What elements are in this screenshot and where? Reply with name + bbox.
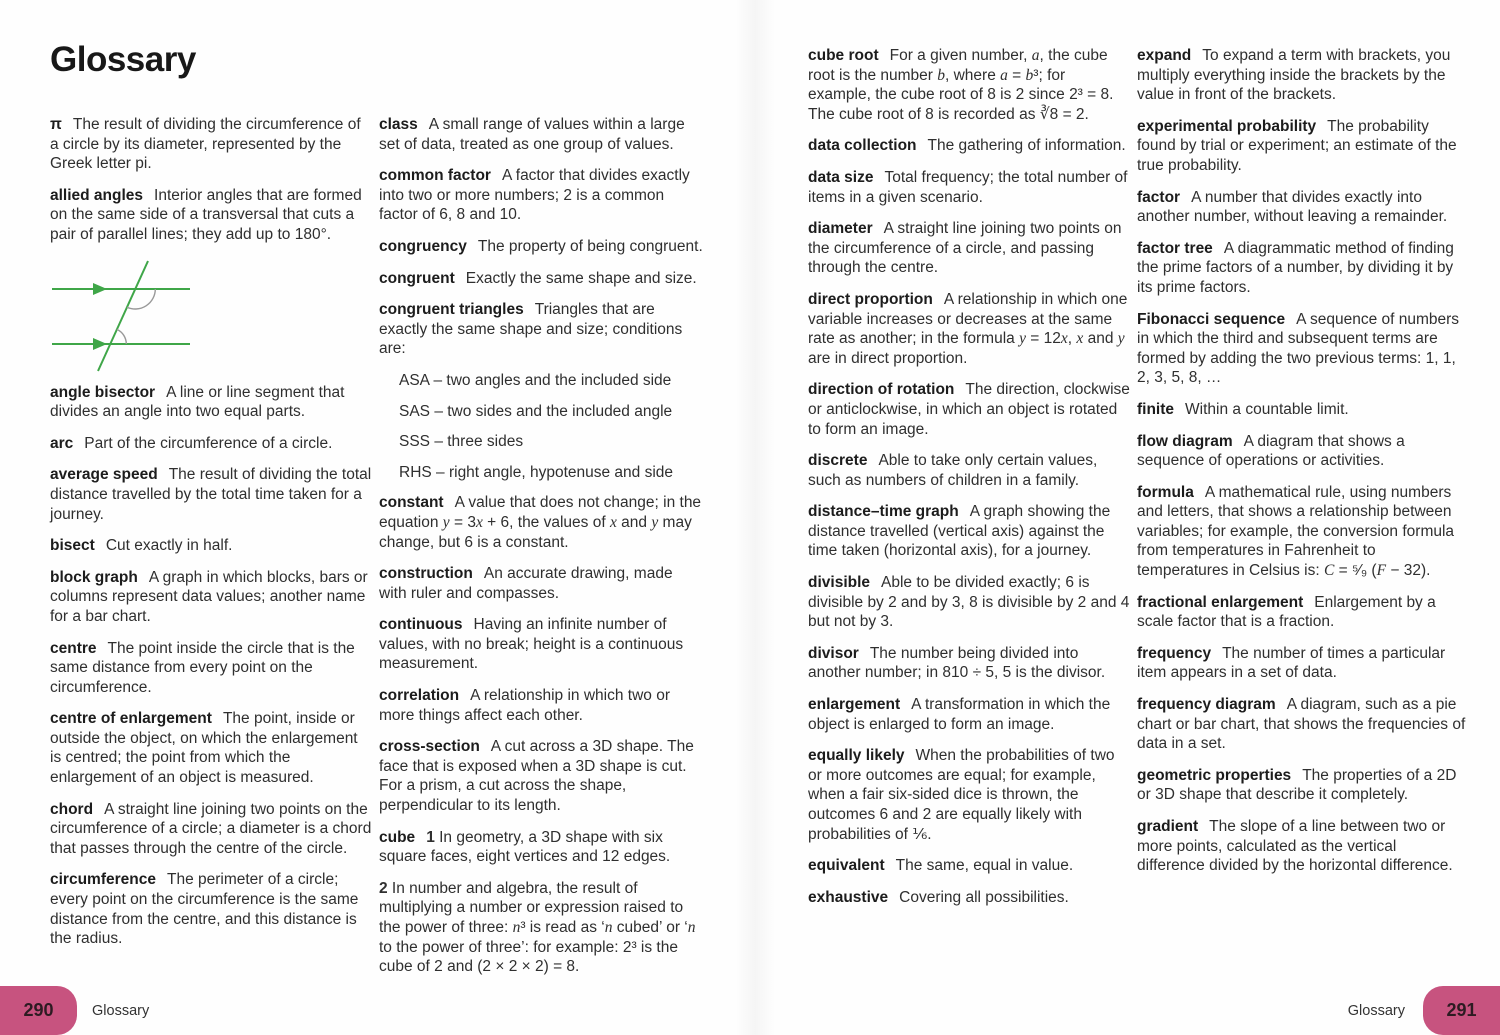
glossary-term: centre	[50, 639, 97, 657]
glossary-entry	[379, 737, 703, 815]
glossary-term: data size	[808, 168, 874, 186]
glossary-definition: Part of the circumference of a circle.	[84, 434, 333, 452]
glossary-term: congruent	[379, 269, 455, 287]
glossary-term: correlation	[379, 687, 460, 705]
glossary-entry	[808, 136, 1130, 156]
glossary-term: equally likely	[808, 747, 905, 765]
glossary-column-3	[808, 46, 1130, 919]
glossary-term: block graph	[50, 568, 138, 586]
glossary-term: continuous	[379, 616, 463, 634]
glossary-definition: A graph in which blocks, bars or columns represent data values; another name for a bar chart.	[50, 568, 368, 625]
glossary-definition: A number that divides exactly into another number, without leaving a remainder.	[1137, 188, 1448, 226]
glossary-definition: The point, inside or outside the object, on which the enlargement is centred; the point from which the enlargement of an object is measured.	[50, 710, 358, 787]
glossary-term: exhaustive	[808, 888, 889, 906]
glossary-column-1	[50, 115, 372, 961]
glossary-definition: A cut across a 3D shape. The face that is exposed when a 3D shape is cut. For a prism, a cut across the shape, perpendicular to its length.	[379, 738, 694, 815]
glossary-entry	[1137, 310, 1467, 388]
glossary-term: experimental probability	[1137, 117, 1317, 135]
glossary-term: direct proportion	[808, 290, 933, 308]
footer-section-label-right: Glossary	[1347, 1003, 1405, 1019]
glossary-term: formula	[1137, 483, 1194, 501]
glossary-entry	[50, 800, 372, 859]
page-number: 291	[1446, 1000, 1477, 1020]
glossary-definition: Covering all possibilities.	[899, 888, 1069, 906]
glossary-entry	[1137, 432, 1467, 471]
glossary-term: geometric properties	[1137, 766, 1292, 784]
glossary-definition: To expand a term with brackets, you multiply everything inside the brackets by the value in front of the brackets.	[1137, 47, 1451, 104]
glossary-entry	[379, 828, 703, 867]
glossary-term: Fibonacci sequence	[1137, 310, 1286, 328]
glossary-term: arc	[50, 434, 74, 452]
glossary-definition: The gathering of information.	[927, 137, 1126, 155]
glossary-definition: The property of being congruent.	[477, 237, 703, 255]
glossary-entry	[379, 115, 703, 154]
glossary-term: cube root	[808, 47, 879, 64]
glossary-entry	[1137, 400, 1467, 420]
glossary-definition: The result of dividing the circumference of a circle by its diameter, represented by the Greek letter pi.	[50, 116, 361, 173]
glossary-entry	[1137, 483, 1467, 581]
glossary-term: common factor	[379, 167, 491, 185]
glossary-entry	[808, 46, 1130, 124]
glossary-entry	[808, 644, 1130, 683]
glossary-term: factor tree	[1137, 239, 1213, 257]
glossary-definition: A line or line segment that divides an angle into two equal parts.	[50, 383, 345, 421]
transversal-line	[98, 261, 148, 371]
glossary-entry	[379, 686, 703, 725]
glossary-term: flow diagram	[1137, 432, 1233, 450]
glossary-definition: The slope of a line between two or more points, calculated as the vertical difference divided by the horizontal difference.	[1137, 818, 1453, 875]
glossary-entry	[1137, 188, 1467, 227]
glossary-definition: A factor that divides exactly into two or more numbers; 2 is a common factor of 6, 8 and 10.	[379, 167, 690, 224]
angle-arc-bottom	[117, 329, 126, 344]
glossary-term: allied angles	[50, 186, 144, 204]
glossary-definition: Able to be divided exactly; 6 is divisible by 2 and by 3, 8 is divisible by 2 and 4 but not by 3.	[808, 574, 1130, 631]
glossary-entry	[808, 856, 1130, 876]
glossary-definition: The same, equal in value.	[895, 857, 1074, 875]
glossary-definition: The probability found by trial or experiment; an estimate of the true probability.	[1137, 117, 1457, 174]
glossary-definition: When the probabilities of two or more outcomes are equal; for example, when a fair six-sided dice is thrown, the outcomes 6 and 2 are equally likely with probabilities of ⅙.	[808, 747, 1115, 843]
glossary-entry	[808, 502, 1130, 561]
glossary-entry	[50, 709, 372, 787]
arrow-top	[93, 283, 107, 295]
glossary-definition: Cut exactly in half.	[105, 537, 233, 555]
glossary-definition: Total frequency; the total number of items in a given scenario.	[808, 168, 1128, 206]
glossary-term: class	[379, 116, 418, 133]
glossary-entry	[50, 465, 372, 524]
glossary-definition: Having an infinite number of values, with no break; height is a continuous measurement.	[379, 616, 684, 673]
glossary-entry	[1137, 239, 1467, 298]
glossary-term: equivalent	[808, 857, 885, 875]
glossary-term: enlargement	[808, 696, 901, 714]
glossary-entry	[50, 639, 372, 698]
glossary-term: chord	[50, 800, 94, 818]
glossary-term: circumference	[50, 871, 156, 889]
glossary-term: construction	[379, 565, 473, 583]
glossary-entry	[50, 383, 372, 422]
glossary-term: factor	[1137, 188, 1181, 206]
glossary-entry	[1137, 817, 1467, 876]
condition-item: SAS – two sides and the included angle	[399, 402, 673, 420]
glossary-definition: A straight line joining two points on the circumference of a circle; a diameter is a chord that passes through the centre of the circle.	[50, 800, 372, 857]
glossary-definition: Within a countable limit.	[1185, 400, 1349, 418]
glossary-entry	[50, 434, 372, 454]
glossary-definition: A graph showing the distance travelled (vertical axis) against the time taken (horizontal axis), for a journey.	[808, 503, 1111, 560]
glossary-entry	[50, 870, 372, 948]
glossary-term: frequency diagram	[1137, 696, 1276, 714]
glossary-entry	[1137, 117, 1467, 176]
glossary-entry	[1137, 46, 1467, 105]
condition-item: ASA – two angles and the included side	[399, 371, 672, 389]
glossary-entry	[379, 269, 703, 289]
glossary-term: diameter	[808, 220, 873, 238]
glossary-entry	[379, 166, 703, 225]
glossary-definition: The result of dividing the total distance travelled by the total time taken for a journey.	[50, 466, 372, 523]
glossary-term: distance–time graph	[808, 503, 959, 521]
glossary-entry	[808, 746, 1130, 844]
glossary-definition: Able to take only certain values, such as numbers of children in a family.	[808, 452, 1098, 489]
glossary-definition: 2 In number and algebra, the result of multiplying a number or expression raised to the power of three: n³ is read as ‘n cubed’ or ‘n to the power of three’: for example: 2³ is the cube of 2 and (2 × 2 × 2) = 8.	[379, 879, 696, 976]
glossary-entry	[1137, 766, 1467, 805]
glossary-definition: For a given number, a, the cube root is the number b, where a = b³; for example, the cube root of 8 is 2 since 2³ = 8. The cube root of 8 is recorded as ∛8 = 2.	[808, 47, 1114, 123]
glossary-entry	[808, 290, 1130, 368]
glossary-term: direction of rotation	[808, 381, 955, 399]
glossary-term: angle bisector	[50, 383, 156, 401]
glossary-definition: The point inside the circle that is the same distance from every point on the circumference.	[50, 639, 355, 696]
glossary-term: cross-section	[379, 738, 480, 756]
glossary-definition: The number being divided into another number; in 810 ÷ 5, 5 is the divisor.	[808, 644, 1106, 682]
glossary-entry	[50, 186, 372, 245]
glossary-term: frequency	[1137, 644, 1212, 662]
glossary-definition: A relationship in which one variable increases or decreases at the same rate as another; in the formula y = 12x, x and y are in direct proportion.	[808, 290, 1128, 367]
glossary-entry	[808, 573, 1130, 632]
glossary-definition: The properties of a 2D or 3D shape that describe it completely.	[1137, 766, 1457, 804]
glossary-entry	[50, 536, 372, 556]
glossary-term: bisect	[50, 537, 95, 555]
glossary-definition: Triangles that are exactly the same shape and size; conditions are:	[379, 301, 683, 358]
glossary-definition: A diagrammatic method of finding the prime factors of a number, by dividing it by its prime factors.	[1137, 239, 1454, 296]
glossary-column-4	[1137, 46, 1467, 888]
glossary-entry	[808, 695, 1130, 734]
glossary-entry	[379, 879, 703, 977]
glossary-definition: A straight line joining two points on the circumference of a circle, and passing through the centre.	[808, 220, 1122, 277]
glossary-term: finite	[1137, 400, 1175, 418]
glossary-definition: 1 In geometry, a 3D shape with six square faces, eight vertices and 12 edges.	[379, 828, 671, 866]
glossary-term: π	[50, 116, 62, 133]
glossary-definition: A value that does not change; in the equation y = 3x + 6, the values of x and y may change, but 6 is a constant.	[379, 494, 702, 551]
glossary-term: average speed	[50, 466, 158, 484]
glossary-term: divisible	[808, 574, 871, 592]
glossary-definition: A relationship in which two or more things affect each other.	[379, 687, 670, 724]
page-title: Glossary	[50, 40, 196, 79]
page-number-tab-left	[0, 986, 77, 1035]
glossary-term: cube	[379, 828, 416, 846]
page-gutter-shadow	[735, 0, 775, 1035]
glossary-definition: The number of times a particular item appears in a set of data.	[1137, 644, 1446, 682]
glossary-entry	[808, 219, 1130, 278]
glossary-term: expand	[1137, 47, 1192, 64]
glossary-term: divisor	[808, 644, 859, 662]
glossary-entry	[379, 237, 703, 257]
glossary-entry	[379, 493, 703, 552]
glossary-term: gradient	[1137, 818, 1199, 835]
condition-item: RHS – right angle, hypotenuse and side	[399, 463, 674, 481]
glossary-term: constant	[379, 494, 444, 512]
footer-section-label-left: Glossary	[92, 1003, 150, 1019]
glossary-entry	[50, 115, 372, 174]
glossary-entry	[379, 300, 703, 359]
glossary-entry	[1137, 644, 1467, 683]
glossary-entry	[1137, 695, 1467, 754]
glossary-entry	[808, 168, 1130, 207]
glossary-entry	[808, 380, 1130, 439]
glossary-definition: The perimeter of a circle; every point on the circumference is the same distance from the centre, and this distance is the radius.	[50, 871, 359, 948]
glossary-term: discrete	[808, 452, 868, 470]
glossary-entry	[808, 888, 1130, 908]
glossary-definition: An accurate drawing, made with ruler and compasses.	[379, 565, 673, 602]
glossary-term: congruent triangles	[379, 301, 524, 319]
condition-item: SSS – three sides	[399, 433, 524, 451]
glossary-term: data collection	[808, 137, 917, 155]
glossary-entry	[808, 451, 1130, 490]
glossary-definition: A diagram, such as a pie chart or bar chart, that shows the frequencies of data in a set.	[1137, 696, 1466, 753]
page-number-tab-right	[1423, 986, 1500, 1035]
glossary-entry	[50, 568, 372, 627]
glossary-definition: A small range of values within a large set of data, treated as one group of values.	[379, 116, 685, 153]
glossary-definition: The direction, clockwise or anticlockwise, in which an object is rotated to form an image.	[808, 381, 1130, 438]
glossary-entry	[1137, 593, 1467, 632]
glossary-definition: Interior angles that are formed on the same side of a transversal that cuts a pair of parallel lines; they add up to 180°.	[50, 186, 362, 243]
glossary-definition: A diagram that shows a sequence of operations or activities.	[1137, 432, 1405, 470]
allied-angles-diagram	[50, 257, 260, 375]
glossary-entry	[379, 564, 703, 603]
glossary-definition: A sequence of numbers in which the third and subsequent terms are formed by adding the two previous terms: 1, 1, 2, 3, 5, 8, …	[1137, 310, 1460, 387]
glossary-definition: Exactly the same shape and size.	[465, 269, 697, 287]
glossary-term: fractional enlargement	[1137, 593, 1304, 611]
glossary-definition: A transformation in which the object is enlarged to form an image.	[808, 696, 1111, 733]
glossary-term: centre of enlargement	[50, 710, 212, 728]
glossary-definition: Enlargement by a scale factor that is a fraction.	[1137, 593, 1436, 631]
page-number: 290	[23, 1000, 54, 1020]
glossary-entry	[379, 615, 703, 674]
glossary-definition: A mathematical rule, using numbers and letters, that shows a relationship between variables; for example, the conversion formula from temperatures in Fahrenheit to temperatures in Celsius is: C = ⁵⁄₉ (F − 32).	[1137, 483, 1455, 580]
arrow-bottom	[93, 338, 107, 350]
glossary-term: congruency	[379, 237, 467, 255]
glossary-column-2	[379, 115, 703, 989]
